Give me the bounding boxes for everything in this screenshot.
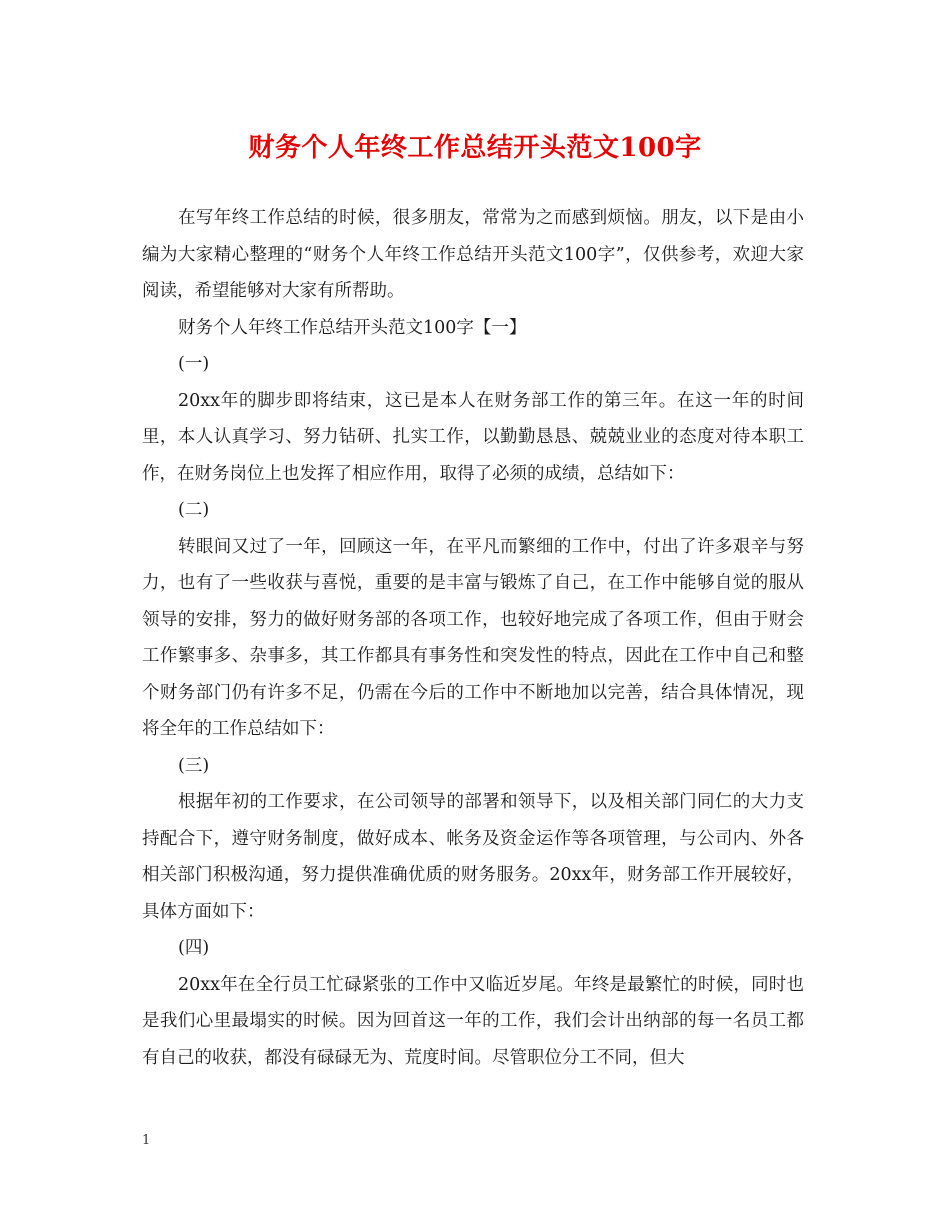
document-body (142, 200, 804, 1076)
subsection-label-4: (四) (178, 938, 210, 958)
section-heading: 财务个人年终工作总结开头范文100字【一】 (178, 317, 527, 338)
paragraph-3: 根据年初的工作要求，在公司领导的部署和领导下，以及相关部门同仁的大力支持配合下，遵守财务制度，做好成本、帐务及资金运作等各项管理，与公司内、外各相关部门积极沟通，努力提供准确优质的财务服务。20xx年，财务部工作开展较好，具体方面如下： (142, 792, 804, 922)
subsection-label-3: (三) (178, 755, 210, 776)
paragraph-4: 20xx年在全行员工忙碌紧张的工作中又临近岁尾。年终是最繁忙的时候，同时也是我们心里最塌实的时候。因为回首这一年的工作，我们会计出纳部的每一名员工都有自己的收获，都没有碌碌无为、荒度时间。尽管职位分工不同，但大 (142, 974, 804, 1068)
subsection-label-2: (二) (178, 500, 210, 520)
subsection-label-1: (一) (178, 354, 210, 374)
document-title: 财务个人年终工作总结开头范文100字 (248, 133, 702, 163)
paragraph-1: 20xx年的脚步即将结束，这已是本人在财务部工作的第三年。在这一年的时间里，本人认真学习、努力钻研、扎实工作，以勤勤恳恳、兢兢业业的态度对待本职工作，在财务岗位上也发挥了相应作用，取得了必须的成绩，总结如下： (142, 390, 804, 484)
intro-paragraph: 在写年终工作总结的时候，很多朋友，常常为之而感到烦恼。朋友，以下是由小编为大家精心整理的“财务个人年终工作总结开头范文100字”，仅供参考，欢迎大家阅读，希望能够对大家有所帮助。 (142, 208, 804, 301)
paragraph-2: 转眼间又过了一年，回顾这一年，在平凡而繁细的工作中，付出了许多艰辛与努力，也有了一些收获与喜悦，重要的是丰富与锻炼了自己，在工作中能够自觉的服从领导的安排，努力的做好财务部的各项工作，也较好地完成了各项工作，但由于财会工作繁事多、杂事多，其工作都具有事务性和突发性的特点，因此在工作中自己和整个财务部门仍有许多不足，仍需在今后的工作中不断地加以完善，结合具体情况，现将全年的工作总结如下： (142, 536, 804, 739)
page-number: 1 (142, 1133, 151, 1148)
